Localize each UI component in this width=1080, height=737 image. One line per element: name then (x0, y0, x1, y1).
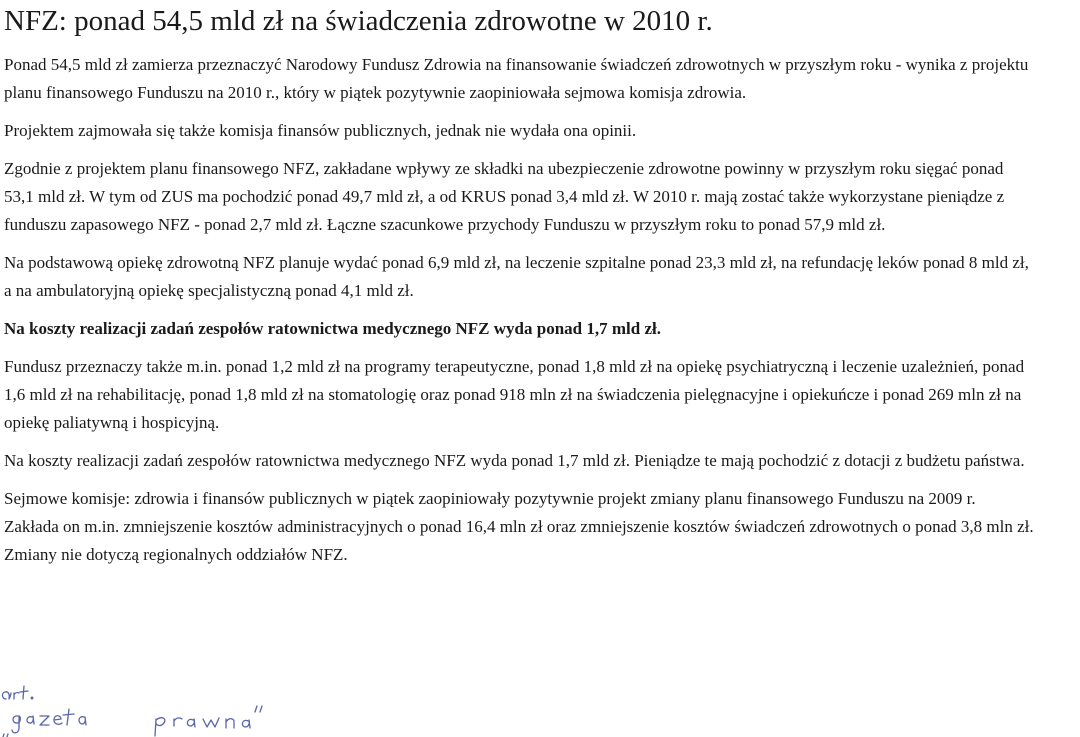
article-paragraph: Ponad 54,5 mld zł zamierza przeznaczyć Narodowy Fundusz Zdrowia na finansowanie świadczeń zdrowotnych w przyszłym roku - wynika z projektu planu finansowego Funduszu na 2010 r., który w piątek pozytywnie zaopiniowała sejmowa komisja zdrowia. (4, 55, 1029, 102)
article-title: NFZ: ponad 54,5 mld zł na świadczenia zdrowotne w 2010 r. (4, 5, 713, 37)
handwritten-source-note (0, 682, 320, 737)
article-paragraph: Projektem zajmowała się także komisja finansów publicznych, jednak nie wydała ona opinii. (4, 121, 637, 140)
article-body (4, 51, 1034, 579)
article-paragraph: Fundusz przeznaczy także m.in. ponad 1,2 mld zł na programy terapeutyczne, ponad 1,8 mld zł na opiekę psychiatryczną i leczenie uzależnień, ponad 1,6 mld zł na rehabilitację, ponad 1,8 mld zł na stomatologię oraz ponad 918 mln zł na świadczenia pielęgnacyjne i opiekuńcze i ponad 269 mln zł na opiekę paliatywną i hospicyjną. (4, 357, 1025, 432)
article-lead-bold: Na koszty realizacji zadań zespołów ratownictwa medycznego NFZ wyda ponad 1,7 mld zł. (4, 319, 661, 338)
article-paragraph: Na podstawową opiekę zdrowotną NFZ planuje wydać ponad 6,9 mld zł, na leczenie szpitalne ponad 23,3 mld zł, na refundację leków ponad 8 mld zł, a na ambulatoryjną opiekę specjalistyczną ponad 4,1 mld zł. (4, 253, 1029, 300)
article-paragraph: Na koszty realizacji zadań zespołów ratownictwa medycznego NFZ wyda ponad 1,7 mld zł. Pieniądze te mają pochodzić z dotacji z budżetu państwa. (4, 451, 1025, 470)
article-paragraph: Zgodnie z projektem planu finansowego NFZ, zakładane wpływy ze składki na ubezpieczenie zdrowotne powinny w przyszłym roku sięgać ponad 53,1 mld zł. W tym od ZUS ma pochodzić ponad 49,7 mld zł, a od KRUS ponad 3,4 mld zł. W 2010 r. mają zostać także wykorzystane pieniądze z funduszu zapasowego NFZ - ponad 2,7 mld zł. Łączne szacunkowe przychody Funduszu w przyszłym roku to ponad 57,9 mld zł. (4, 159, 1005, 234)
article-paragraph: Sejmowe komisje: zdrowia i finansów publicznych w piątek zaopiniowały pozytywnie projekt zmiany planu finansowego Funduszu na 2009 r. Zakłada on m.in. zmniejszenie kosztów administracyjnych o ponad 16,4 mln zł oraz zmniejszenie kosztów świadczeń zdrowotnych o ponad 3,8 mln zł. Zmiany nie dotyczą regionalnych oddziałów NFZ. (4, 489, 1034, 564)
